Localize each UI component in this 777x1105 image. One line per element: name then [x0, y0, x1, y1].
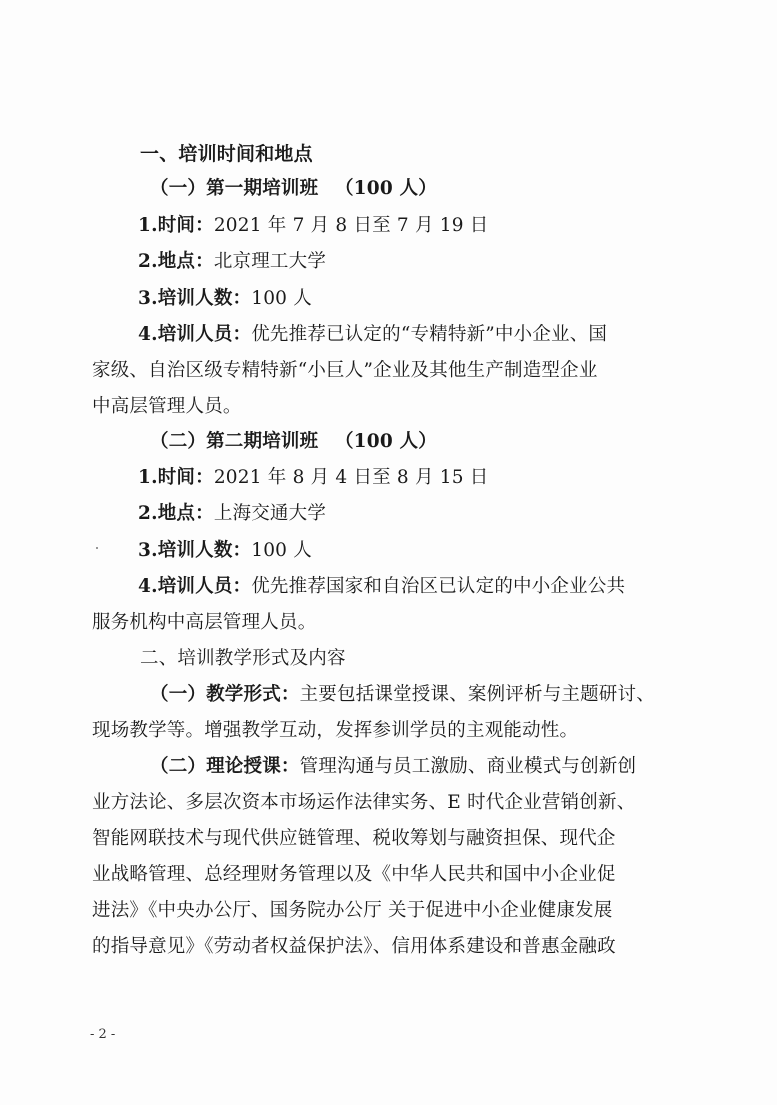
scan-speck [96, 547, 98, 549]
theory-line-5: 进法》《中央办公厅、国务院办公厅 关于促进中小企业健康发展 [92, 900, 613, 921]
class-1-heading [150, 175, 437, 203]
section-1-heading: 一、培训时间和地点 [140, 143, 313, 165]
class-1-place-value: 北京理工大学 [213, 251, 327, 272]
form-line-2: 现场教学等。增强教学互动，发挥参训学员的主观能动性。 [92, 720, 579, 741]
class-1-time [138, 212, 489, 240]
class-2-time-value: 2021 年 8 月 4 日至 8 月 15 日 [213, 467, 489, 488]
class-2-num-label: 3.培训人数： [138, 540, 252, 561]
class-1-staff-line-3: 中高层管理人员。 [92, 396, 242, 417]
class-2-place-value: 上海交通大学 [213, 503, 327, 524]
class-2-count-line [138, 537, 312, 565]
class-1-num-value: 100 人 [251, 288, 312, 309]
theory-line-2: 业方法论、多层次资本市场运作法律实务、E 时代企业营销创新、 [92, 792, 636, 813]
theory-text-1: 管理沟通与员工激励、商业模式与创新创 [299, 756, 637, 777]
class-2-count: （100 人） [334, 431, 437, 452]
class-2-place [138, 500, 326, 528]
class-2-place-label: 2.地点： [138, 503, 214, 524]
section-2-heading: 二、培训教学形式及内容 [140, 648, 346, 669]
class-1-title: （一）第一期培训班 [150, 178, 319, 199]
class-2-staff-label: 4.培训人员： [138, 576, 252, 597]
form-label: （一）教学形式： [150, 684, 300, 705]
class-2-time [138, 464, 489, 492]
class-2-title: （二）第二期培训班 [150, 431, 319, 452]
class-1-place [138, 248, 326, 276]
class-1-staff-line-2: 家级、自治区级专精特新“小巨人”企业及其他生产制造型企业 [92, 360, 598, 381]
class-1-staff-label: 4.培训人员： [138, 324, 252, 345]
class-1-count-line [138, 285, 312, 313]
class-2-staff-line-2: 服务机构中高层管理人员。 [92, 612, 317, 633]
class-1-staff-text-1: 优先推荐已认定的“专精特新”中小企业、国 [251, 324, 608, 345]
class-1-time-label: 1.时间： [138, 215, 214, 236]
class-1-num-label: 3.培训人数： [138, 288, 252, 309]
class-1-time-value: 2021 年 7 月 8 日至 7 月 19 日 [213, 215, 489, 236]
theory-line-1 [150, 753, 636, 781]
class-1-place-label: 2.地点： [138, 251, 214, 272]
class-2-time-label: 1.时间： [138, 467, 214, 488]
class-2-heading [150, 428, 437, 456]
class-1-count: （100 人） [334, 178, 437, 199]
theory-line-3: 智能网联技术与现代供应链管理、税收筹划与融资担保、现代企 [92, 828, 616, 849]
class-2-staff-line-1 [138, 573, 625, 601]
form-text-1: 主要包括课堂授课、案例评析与主题研讨、 [299, 684, 655, 705]
class-1-staff-line-1 [138, 321, 607, 349]
class-2-num-value: 100 人 [251, 540, 312, 561]
theory-line-6: 的指导意见》《劳动者权益保护法》、信用体系建设和普惠金融政 [92, 936, 616, 957]
class-2-staff-text-1: 优先推荐国家和自治区已认定的中小企业公共 [251, 576, 626, 597]
page-number: - 2 - [90, 1027, 116, 1042]
form-line-1 [150, 681, 655, 709]
theory-line-4: 业战略管理、总经理财务管理以及《中华人民共和国中小企业促 [92, 864, 616, 885]
theory-label: （二）理论授课： [150, 756, 300, 777]
